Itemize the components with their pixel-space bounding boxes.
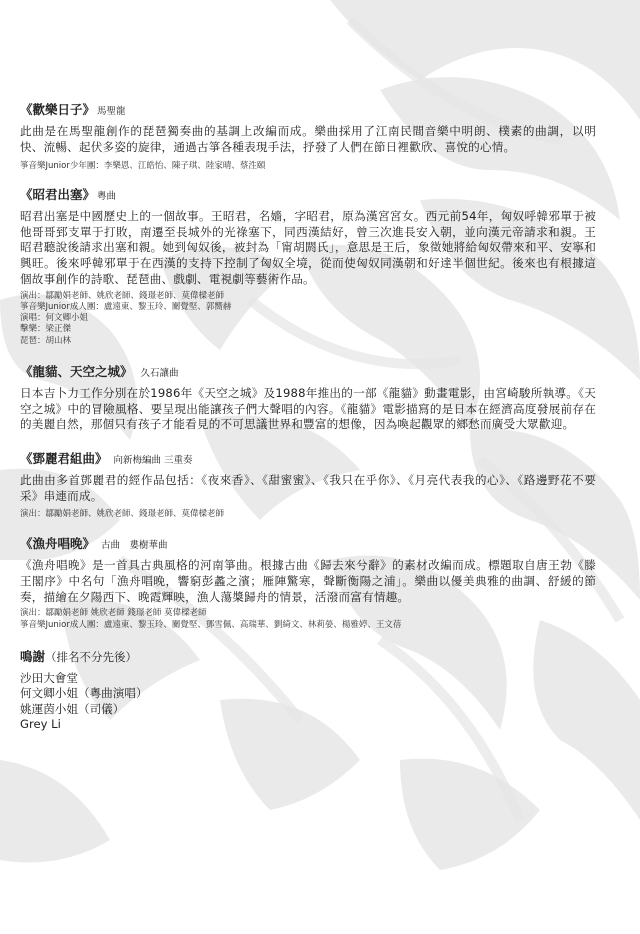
credit-line: 箏音樂Junior少年團：李樂恩、江皓怡、陳子琪、陸家晴、蔡泩頤 xyxy=(20,160,266,171)
piece-title-text: 《昭君出塞》 xyxy=(20,186,96,202)
credit-line: 箏音樂Junior成人團：盧遠東、黎玉玲、關覺堅、郭嚮赫 xyxy=(20,301,232,312)
piece-title xyxy=(20,102,596,120)
section-zhaojun xyxy=(20,187,596,347)
acknowledgements-title xyxy=(20,649,596,665)
acknowledgement-item: Grey Li xyxy=(20,717,61,732)
credit-line: 箏音樂Junior成人團：盧遠東、黎玉玲、關覺堅、鄧雪佩、高瑞華、劉綺文、林莉嫈、楊雅婷、王文蓓 xyxy=(20,619,402,630)
piece-title xyxy=(20,451,596,469)
piece-credits xyxy=(20,608,596,630)
acknowledgements-heading: 鳴謝 xyxy=(20,648,46,664)
acknowledgements xyxy=(20,649,596,733)
acknowledgements-note: （排名不分先後） xyxy=(45,649,138,664)
section-teresa-teng xyxy=(20,451,596,520)
piece-credits xyxy=(20,509,596,520)
piece-title xyxy=(20,364,596,382)
piece-composer: 久石讓曲 xyxy=(140,367,179,379)
credit-line: 擊樂：梁正傑 xyxy=(20,324,72,335)
piece-composer: 粵曲 xyxy=(97,190,117,202)
credit-line: 演唱：何文卿小姐 xyxy=(20,313,89,324)
credit-line: 琵琶：胡山林 xyxy=(20,335,72,346)
piece-description: 昭君出塞是中國歷史上的一個故事。王昭君，名嬙，字昭君，原為漢宮宮女。西元前54年，匈奴呼韓邪單于被他哥哥郅支單于打敗，南遷至長城外的光祿塞下，同西漢結好，曾三次進長安入朝，並向漢元帝請求和親。王昭君聽說後請求出塞和親。她到匈奴後，被封為「甯胡閼氏」，意思是王后，象徵她將給匈奴帶來和平、安寧和興旺。後來呼韓邪單于在西漢的支持下控制了匈奴全境，從而使匈奴同漢朝和好達半個世紀。後來也有根據這個故事創作的詩歌、琵琶曲、戲劇、電視劇等藝術作品。 xyxy=(20,208,596,286)
credit-line: 演出：鄒勵娟老師、姚欣老師、錢璟老師、莫偉樑老師 xyxy=(20,290,225,301)
section-happy-days xyxy=(20,102,596,172)
section-fishing-boat xyxy=(20,536,596,631)
credit-line: 演出：鄒勵娟老師 姚欣老師 錢璟老師 莫偉樑老師 xyxy=(20,608,207,619)
acknowledgement-item: 姚運茵小姐（司儀） xyxy=(20,701,125,716)
credit-line: 演出：鄒勵娟老師、姚欣老師、錢璟老師、莫偉樑老師 xyxy=(20,508,225,519)
piece-title-text: 《歡樂日子》 xyxy=(20,102,96,117)
piece-composer: 古曲 婁樹華曲 xyxy=(101,539,168,551)
piece-description: 日本吉卜力工作分別在於1986年《天空之城》及1988年推出的一部《龍貓》動畫電影，由宮崎駿所執導。《天空之城》中的冒險風格、要呈現出能讓孩子們大聲唱的內容。《龍貓》電影描寫的是日本在經濟高度發展前存在的美麗自然，那個只有孩子才能看見的不可思議世界和豐富的想像，因為喚起觀眾的鄉愁而廣受大眾歡迎。 xyxy=(20,385,596,432)
piece-title xyxy=(20,187,596,205)
section-totoro xyxy=(20,364,596,433)
acknowledgement-item: 沙田大會堂 xyxy=(20,670,78,685)
piece-credits xyxy=(20,291,596,347)
piece-title-text: 《鄧麗君組曲》 xyxy=(20,451,108,467)
piece-title-text: 《漁舟唱晚》 xyxy=(20,535,96,551)
acknowledgement-item: 何文卿小姐（粵曲演唱） xyxy=(20,686,148,701)
program-notes xyxy=(20,102,596,733)
piece-title xyxy=(20,536,596,554)
piece-description: 此曲由多首鄧麗君的經作品包括：《夜來香》、《甜蜜蜜》、《我只在乎你》、《月亮代表我的心》、《路邊野花不要采》串連而成。 xyxy=(20,473,596,503)
piece-composer: 向新梅編曲 三重奏 xyxy=(113,455,193,467)
piece-description: 此曲是在馬聖龍創作的琵琶獨奏曲的基調上改編而成。樂曲採用了江南民間音樂中明朗、樸素的曲調，以明快、流暢、起伏多姿的旋律，通過古箏各種表現手法，抒發了人們在節日裡歡欣、喜悅的心情。 xyxy=(20,124,596,154)
piece-description: 《漁舟唱晚》是一首具古典風格的河南箏曲。根據古曲《歸去來兮辭》的素材改編而成。標題取自唐王勃《滕王閣序》中名句「漁舟唱晚，響窮彭蠡之濱；雁陣驚寒，聲斷衡陽之浦」。樂曲以優美典雅的曲調、舒緩的節奏，描繪在夕陽西下、晚霞輝映，漁人蕩槳歸舟的情景，活潑而富有情趣。 xyxy=(20,557,596,604)
piece-credits xyxy=(20,161,596,172)
piece-title-text: 《龍貓、天空之城》 xyxy=(20,363,133,379)
piece-composer: 馬聖龍 xyxy=(97,106,126,117)
